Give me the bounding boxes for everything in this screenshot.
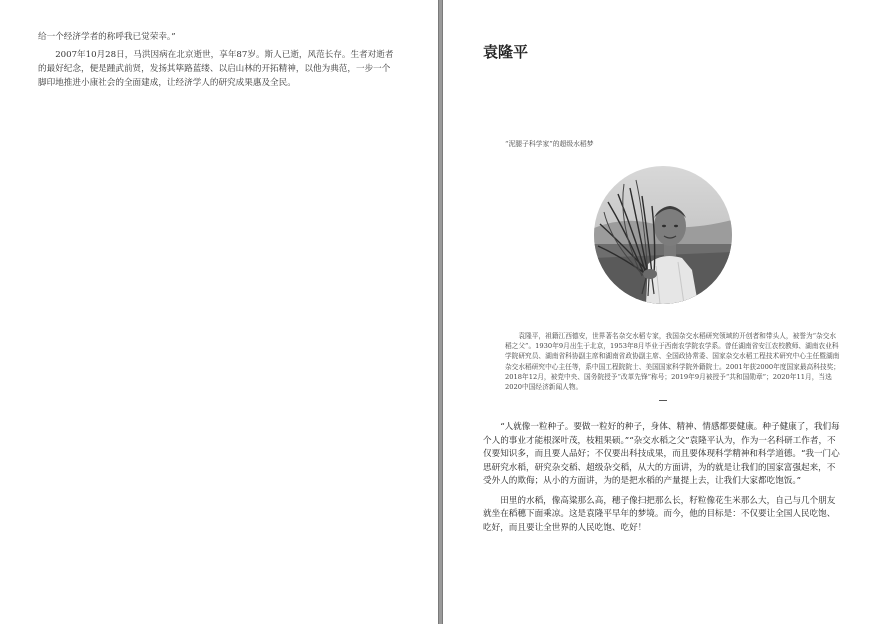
left-page [0,0,438,624]
biography-text: 袁隆平，祖籍江西德安，世界著名杂交水稻专家，我国杂交水稻研究领域的开创者和带头人，被誉为“杂交水稻之父”。1930年9月出生于北京，1953年8月毕业于西南农学院农学系。曾任湖南省安江农校教师、湖南农业科学院研究员、湖南省科协副主席和湖南省政协副主席、全国政协常委、国家杂交水稻工程技术研究中心主任暨湖南杂交水稻研究中心主任等，系中国工程院院士、美国国家科学院外籍院士。2001年获2000年度国家最高科技奖；2018年12月，被党中央、国务院授予“改革先锋”称号；2019年9月被授予“共和国勋章”；2020年11月，当选2020中国经济新闻人物。 [505,332,840,392]
photo-caption: “泥腿子科学家”的超级水稻梦 [505,140,594,148]
left-page-text [38,30,398,90]
left-paragraph-1: 给一个经济学者的称呼我已觉荣幸。” [38,32,176,42]
body-paragraph-2: 田里的水稻，像高粱那么高，穗子像扫把那么长，籽粒像花生米那么大，自己与几个朋友就坐在稻穗下面乘凉。这是袁隆平早年的梦境。而今，他的目标是：不仅要让全国人民吃饱、吃好，而且要让全世界的人民吃饱、吃好！ [483,495,836,533]
portrait-photo [594,166,732,304]
section-separator [659,400,667,401]
right-page [443,0,883,624]
article-body [483,421,843,535]
page-title: 袁隆平 [483,43,529,61]
left-paragraph-2: 2007年10月28日，马洪因病在北京逝世，享年87岁。斯人已逝，风范长存。生者对逝者的最好纪念，便是踵武前贤，发扬其筚路蓝缕、以启山林的开拓精神，以他为典范，一步一个脚印地推进小康社会的全面建成，让经济学人的研究成果惠及全民。 [38,50,394,88]
body-paragraph-1: “人就像一粒种子。要做一粒好的种子，身体、精神、情感都要健康。种子健康了，我们每个人的事业才能根深叶茂，枝粗果硕。”“杂交水稻之父”袁隆平认为，作为一名科研工作者，不仅要知识多，而且要人品好；不仅要出科技成果，而且要体现科学精神和科学道德。“我一门心思研究水稻，研究杂交稻、超级杂交稻，从大的方面讲，为的就是让我们的国家富强起来，不受外人的欺侮；从小的方面讲，为的是把水稻的产量提上去，让我们大家都吃饱饭。” [483,422,840,486]
